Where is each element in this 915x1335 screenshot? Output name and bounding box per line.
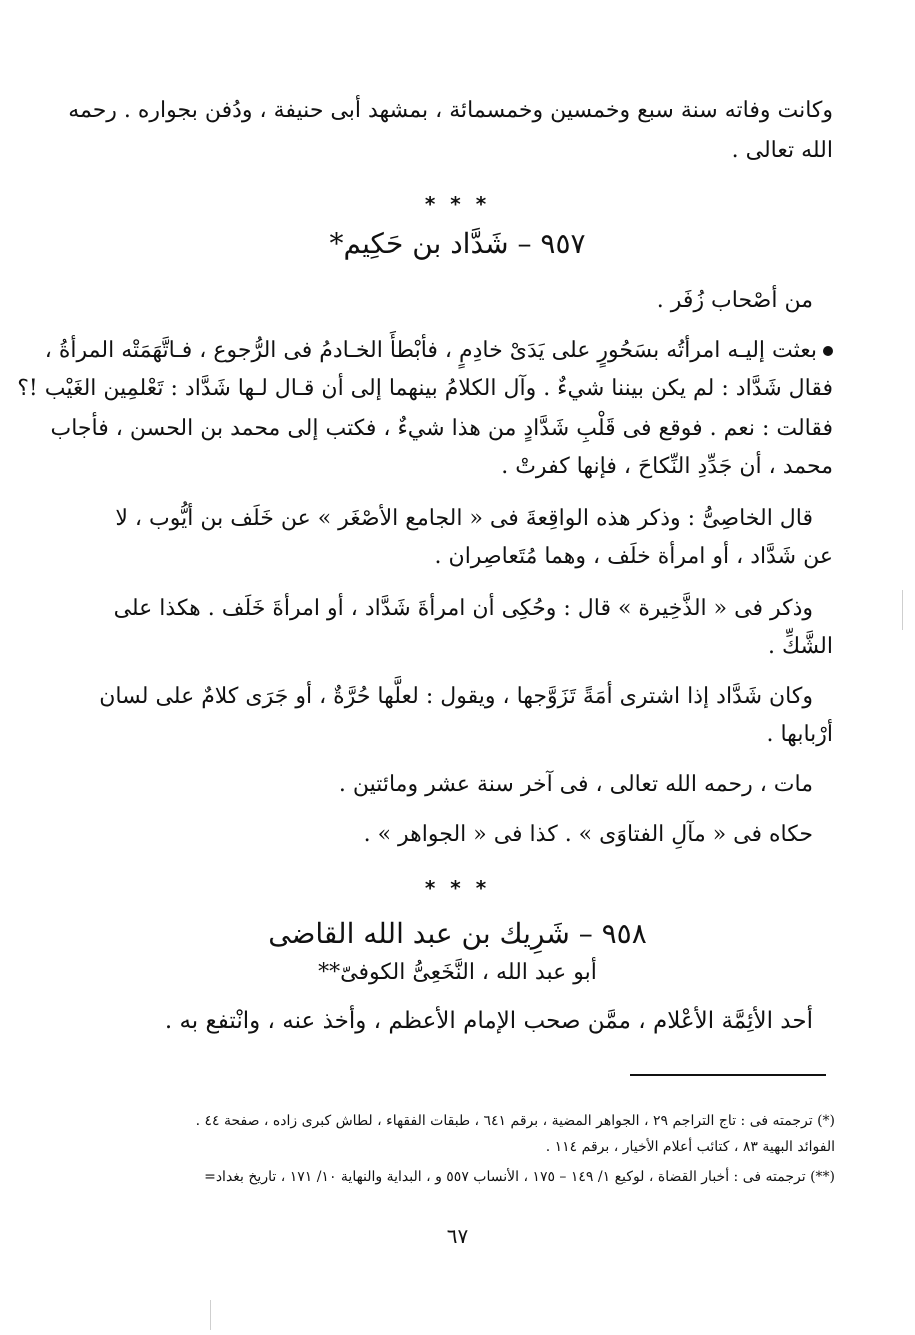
text-line: فقال شَدَّاد : لم يكن بيننا شيءٌ . وآل الكلامُ بينهما إلى أن قـال لـها شَدَّاد : تَعْلمِين الغَيْب !؟ bbox=[17, 376, 833, 401]
text-line: أرْبابها . bbox=[766, 722, 833, 747]
section-separator: * * * bbox=[424, 876, 491, 900]
text-line: حكاه فى « مآلِ الفتاوَى » . كذا فى « الجواهر » . bbox=[363, 822, 813, 847]
footnote: (*) ترجمته فى : تاج التراجم ٢٩ ، الجواهر المضية ، برقم ٦٤١ ، طبقات الفقهاء ، لطاش كبرى زاده ، صفحة ٤٤ . bbox=[195, 1113, 835, 1129]
text-line: أحد الأئِمَّة الأعْلام ، ممَّن صحب الإمام الأعظم ، وأخذ عنه ، وانْتفع به . bbox=[164, 1008, 813, 1034]
scan-edge-mark bbox=[902, 590, 903, 630]
footnote: الفوائد البهية ٨٣ ، كتائب أعلام الأخيار ، برقم ١١٤ . bbox=[545, 1139, 835, 1155]
bullet-text: بعثت إليـه امرأتُه بسَحُورٍ على يَدَىْ خادِمٍ ، فأبْطأَ الخـادمُ فى الرُّجوع ، فـاتَّهَمَتْه المرأةُ ، bbox=[44, 338, 817, 363]
bullet-icon bbox=[823, 346, 833, 356]
entry-heading: ٩٥٨ – شَرِيك بن عبد الله القاضى bbox=[268, 917, 647, 950]
text-line: وذكر فى « الذَّخِيرة » قال : وحُكِى أن امرأةَ شَدَّاد ، أو امرأةَ خَلَف . هكذا على bbox=[113, 596, 813, 621]
text-line: وكان شَدَّاد إذا اشترى أمَةً تَزَوَّجها ، ويقول : لعلَّها حُرَّةٌ ، أو جَرَى كلامٌ على لسان bbox=[99, 684, 813, 709]
text-line: الشَّكِّ . bbox=[768, 634, 833, 659]
text-line: مات ، رحمه الله تعالى ، فى آخر سنة عشر ومائتين . bbox=[338, 772, 813, 797]
footnote: (**) ترجمته فى : أخبار القضاة ، لوكيع ١/ ١٤٩ – ١٧٥ ، الأنساب ٥٥٧ و ، البداية والنهاية ١٠/ ١٧١ ، تاريخ بغداد= bbox=[204, 1169, 835, 1185]
text-line: محمد ، أن جَدِّدِ النِّكاحَ ، فإنها كفرتْ . bbox=[501, 454, 833, 479]
text-line: عن شَدَّاد ، أو امرأة خلَف ، وهما مُتَعاصِران . bbox=[434, 544, 833, 569]
entry-heading: ٩٥٧ – شَدَّاد بن حَكِيم* bbox=[329, 227, 586, 260]
section-separator: * * * bbox=[424, 192, 491, 216]
page-number: ٦٧ bbox=[446, 1224, 469, 1248]
text-line: قال الخاصِىُّ : وذكر هذه الواقِعةَ فى « الجامع الأصْغَر » عن خَلَف بن أيُّوب ، لا bbox=[115, 506, 813, 531]
text-line bbox=[44, 336, 833, 366]
text-line: الله تعالى . bbox=[731, 138, 833, 163]
entry-subheading: أبو عبد الله ، النَّخَعِىُّ الكوفىّ** bbox=[318, 960, 597, 985]
scan-edge-mark bbox=[210, 1300, 211, 1330]
text-line: وكانت وفاته سنة سبع وخمسين وخمسمائة ، بمشهد أبى حنيفة ، ودُفن بجواره . رحمه bbox=[68, 98, 833, 123]
text-line: فقالت : نعم . فوقع فى قَلْبِ شَدَّادٍ من هذا شيءٌ ، فكتب إلى محمد بن الحسن ، فأجاب bbox=[50, 416, 833, 441]
text-line: من أصْحاب زُفَر . bbox=[656, 288, 813, 313]
footnote-rule bbox=[630, 1074, 826, 1076]
